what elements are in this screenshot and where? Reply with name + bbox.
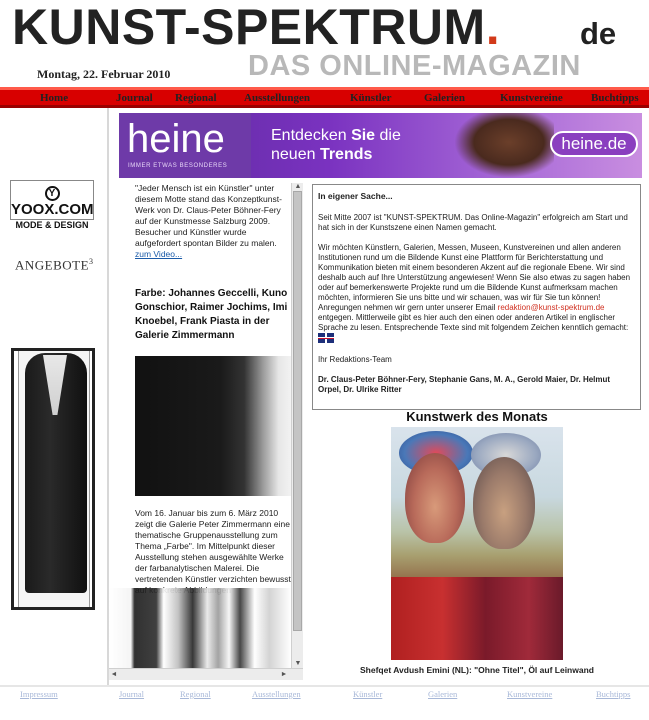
horizontal-scrollbar[interactable] [109, 668, 303, 680]
coat-ad[interactable] [11, 348, 95, 610]
painting-figure [473, 457, 535, 549]
banner-brand: heine [127, 117, 225, 161]
article-intro [135, 183, 291, 260]
painting-figure [391, 577, 563, 660]
yoox-logo [11, 184, 93, 218]
coat-ad-frame [18, 351, 90, 607]
artwork-of-month-heading: Kunstwerk des Monats [406, 409, 548, 424]
logo-dot: . [485, 0, 501, 55]
vertical-scrollbar[interactable] [291, 183, 303, 668]
yoox-subtitle: MODE & DESIGN [15, 220, 89, 230]
nav-regional[interactable]: Regional [175, 91, 217, 104]
notice-paragraph-1: Seit Mitte 2007 ist "KUNST-SPEKTRUM. Das Online-Magazin" erfolgreich am Start und hat sich in der Kunstszene einen Namen gemacht. [318, 213, 628, 232]
logo-subtitle: DAS ONLINE-MAGAZIN [248, 50, 581, 82]
logo-tld: de [580, 16, 617, 51]
nav-home[interactable]: Home [40, 91, 69, 104]
current-date: Montag, 22. Februar 2010 [37, 67, 171, 81]
article-body: Vom 16. Januar bis zum 6. März 2010 zeigt die Galerie Peter Zimmermann eine thematische Gruppenausstellung zum Thema „Farbe". Im Mittelpunkt dieser Ausstellung stehen ausgewählte Werke der farbanalytischen Malerei. Die vertretenden Künstler verzichten bewusst [135, 508, 291, 584]
banner-model-image [454, 113, 554, 178]
nav-buchtipps[interactable]: Buchtipps [591, 91, 639, 104]
notice-title: In eigener Sache... [318, 191, 393, 201]
article-image [135, 356, 291, 496]
yoox-logo-text: YOOX.COM [11, 201, 94, 218]
scroll-left-icon[interactable]: ◄ [110, 671, 118, 678]
footer-journal[interactable]: Journal [119, 689, 145, 699]
yoox-circle-icon: Y [45, 186, 60, 201]
main-nav [0, 87, 649, 108]
artwork-caption: Shefqet Avdush Emini (NL): "Ohne Titel", Öl auf Leinwand [360, 665, 594, 675]
banner-brand-panel [119, 113, 251, 178]
banner-cta-button[interactable]: heine.de [550, 131, 638, 157]
heine-banner-ad[interactable] [119, 113, 642, 178]
nav-ausstellungen[interactable]: Ausstellungen [244, 91, 311, 104]
footer-divider [0, 685, 649, 687]
slogan-text: neuen [271, 146, 320, 163]
yoox-ad[interactable] [10, 180, 94, 230]
scroll-down-icon[interactable]: ▼ [294, 660, 302, 667]
slogan-text: die [375, 127, 401, 144]
notice-text: Wir möchten Künstlern, Galerien, Messen, Museen, Kunstvereinen und allen anderen Institutionen rund um die Bildende Kunst eine Plattform für Berichterstattung und Kommunikation bieten mit einem besonderen Akzent auf die regionale Ebene. Wir sind deshalb auch auf Ihre Unterstützung angewiesen! Wenn Sie also etwas zu sagen haben oder auf bemerkenswerte Projekte rund um die Bildende Kunst aufmerksam machen möchten, informieren Sie uns bitte und wir schauen, was wir für Sie tun können! Anregungen nehmen wir gern unter unserer Email [318, 243, 631, 312]
notice-paragraph-2 [318, 243, 635, 345]
notice-signature: Dr. Claus-Peter Böhner-Fery, Stephanie Gans, M. A., Gerold Maier, Dr. Helmut Orpel, Dr. Ulrike Ritter [318, 375, 611, 394]
footer-buchtipps[interactable]: Buchtipps [596, 689, 631, 699]
nav-kuenstler[interactable]: Künstler [350, 91, 392, 104]
notice-text: entgegen. Mittlerweile gibt es hier auch den einen oder anderen Artikel in englischer Sprache zu lesen. Entsprechende Texte sind mit folgendem Zeichen kenntlich gemacht: [318, 313, 629, 332]
footer-kunstvereine[interactable]: Kunstvereine [507, 689, 553, 699]
footer-ausstellungen[interactable]: Ausstellungen [252, 689, 301, 699]
scroll-up-icon[interactable]: ▲ [294, 183, 302, 190]
angebote-text: ANGEBOTE [15, 257, 90, 273]
article-title[interactable]: Farbe: Johannes Geccelli, Kuno Gonschior, Raimer Jochims, Imi Knoebel, Frank Piasta in der Galerie Zimmermann [135, 288, 288, 341]
logo-main-text: KUNST-SPEKTRUM [12, 0, 486, 55]
footer-impressum[interactable]: Impressum [20, 689, 58, 699]
slogan-text: Entdecken [271, 127, 352, 144]
angebote-ad[interactable] [15, 257, 94, 273]
article-image-strip [109, 588, 291, 668]
article-intro-text: "Jeder Mensch ist ein Künstler" unter diesem Motte stand das Konzeptkunst-Werk von Dr. Claus-Peter Böhner-Fery auf der Kunstmesse Salzburg 2009. Besucher und Künstler wurde aufgefordert spontan Bilder zu malen. [135, 183, 282, 248]
editorial-notice-box [312, 184, 641, 410]
nav-journal[interactable]: Journal [116, 91, 153, 104]
video-link[interactable]: zum Video... [135, 249, 183, 259]
artwork-image[interactable] [391, 427, 563, 660]
footer-galerien[interactable]: Galerien [428, 689, 458, 699]
nav-kunstvereine[interactable]: Kunstvereine [500, 91, 563, 104]
site-logo[interactable] [12, 0, 501, 55]
footer-regional[interactable]: Regional [180, 689, 211, 699]
banner-tagline: IMMER ETWAS BESONDERES [128, 163, 228, 169]
nav-galerien[interactable]: Galerien [424, 91, 465, 104]
slogan-bold: Trends [319, 146, 373, 163]
painting-figure [405, 453, 465, 543]
scroll-right-icon[interactable]: ► [280, 671, 288, 678]
angebote-sup: 3 [89, 257, 94, 266]
email-link[interactable]: redaktion@kunst-spektrum.de [497, 303, 605, 312]
uk-flag-icon [318, 333, 334, 343]
notice-paragraph-3: Ihr Redaktions-Team [318, 355, 392, 364]
banner-slogan [271, 126, 401, 164]
vertical-scroll-thumb[interactable] [293, 191, 302, 631]
footer-kuenstler[interactable]: Künstler [353, 689, 383, 699]
slogan-bold: Sie [351, 127, 376, 144]
